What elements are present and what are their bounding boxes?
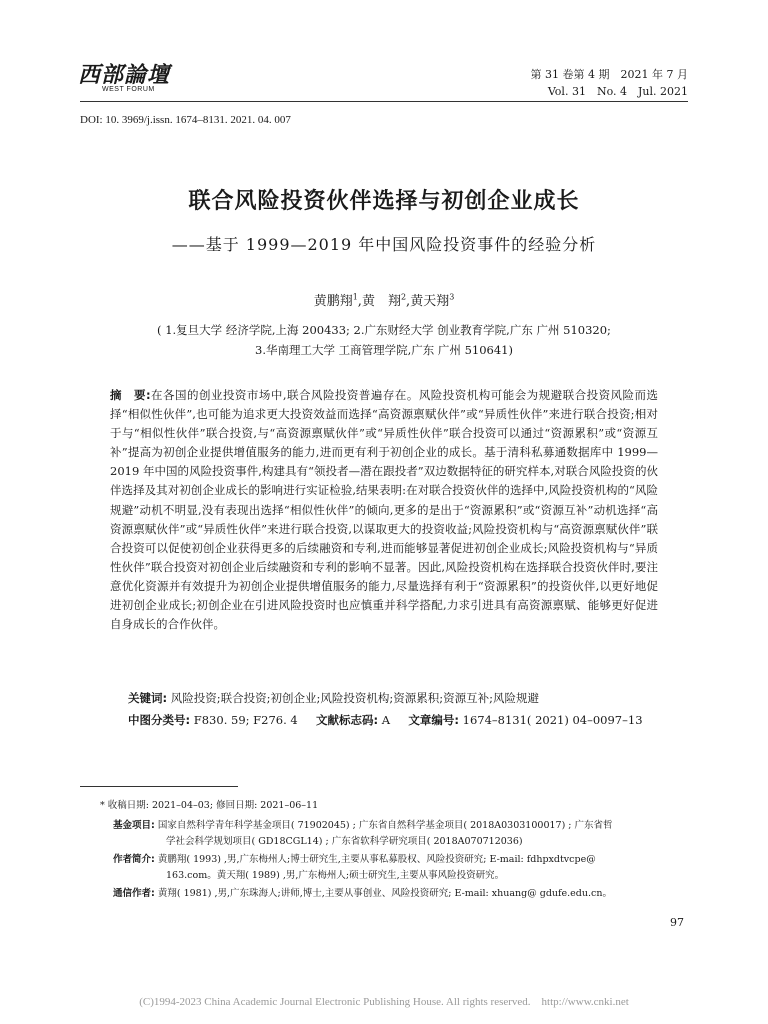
doc-code-label: 文献标志码: [316,713,379,727]
keywords [128,690,668,706]
author-affil-index: 1 [352,292,358,302]
funding-label: 基金项目: [113,820,155,831]
issue-en: Vol. 31 No. 4 Jul. 2021 [547,85,688,98]
author-bio-line: 163.com。黄天翔( 1989) ,男,广东梅州人;硕士研究生,主要从事风险投资研究。 [166,870,505,881]
funding-line: 国家自然科学青年科学基金项目( 71902045) ; 广东省自然科学基金项目( 2018A0303100017) ; 广东省哲 [157,820,613,831]
author-affil-index: 3 [449,292,455,302]
classification-line [128,712,668,728]
logo-subtext: WEST FORUM [102,86,155,93]
clc-label: 中图分类号: [128,713,191,727]
abstract-label: 摘 要: [110,388,151,402]
doc-code-value: A [381,713,391,727]
author-list: 黄鹏翔$^1$,黄 翔$^2$,黄天翔$^3$ [313,292,455,309]
footnote-funding [113,818,688,850]
author-name: 黄 翔 [361,294,401,309]
footnote-dates: * 收稿日期: 2021–04–03; 修回日期: 2021–06–11 [100,800,319,811]
author-affil-index: 2 [400,292,407,302]
journal-logo [78,58,190,98]
article-title: 联合风险投资伙伴选择与初创企业成长 [188,189,580,214]
logo-text: 西部論壇 [78,62,171,88]
abstract-text: 在各国的创业投资市场中,联合风险投资普遍存在。风险投资机构可能会为规避联合投资风险而选择“相似性伙伴”,也可能为追求更大投资效益而选择“高资源禀赋伙伴”或“异质性伙伴”来进行联合投资;相对于与“相似性伙伴”联合投资,与“高资源禀赋伙伴”或“异质性伙伴”联合投资可以通过“资源累积”或“资源互补”提高为初创企业提供增值服务的能力,进而更有利于初创企业的成长。基于清科私募通数据库中 1999—2019 年中国的风险投资事件,构建具有“领投者—潜在跟投者”双边数据特征的研究样本,对联合风险投资的伙伴选择及其对初创企业成长的影响进行实证检验,结果表明:在对联合投资伙伴的选择中,风险投资机构的“风险规避”动机不明显,没有表现出选择“相似性伙伴”的倾向,更多的是出于“资源累积”或“资源互补”动机选择“高资源禀赋伙伴”或“异质性伙伴”来进行联合投资,以谋取更大的投资收益;风险投资机构与“高资源禀赋伙伴”联合投资可以促使初创企业获得更多的后续融资和专利,进而能够显著促进初创企业成长;风险投资机构与“异质性伙伴”联合投资对初创企业后续融资和专利的影响不显著。因此,风险投资机构在选择联合投资伙伴时,要注意优化资源并有效提升为初创企业提供增值服务的能力,尽量选择有利于“资源累积”的投资伙伴,以更好地促进初创企业成长;初创企业在引进风险投资时也应慎重并科学搭配,力求引进具有高资源禀赋、能够更好促进自身成长的合作伙伴。 [110,388,658,632]
page-number: 97 [670,916,684,929]
copyright-notice: (C)1994-2023 China Academic Journal Electronic Publishing House. All rights reserved. http://www.cnki.net [139,996,629,1008]
clc-value: F830. 59; F276. 4 [193,713,298,727]
funding-line: 学社会科学规划项目( GD18CGL14) ; 广东省软科学研究项目( 2018A070712036) [166,836,523,847]
affiliations [100,320,668,360]
corresponding-text: 黄翔( 1981) ,男,广东珠海人;讲师,博士,主要从事创业、风险投资研究; E-mail: xhuang@ gdufe.edu.cn。 [157,888,612,899]
author-name: 黄鹏翔 [313,294,353,309]
article-subtitle: ——基于 1999—2019 年中国风险投资事件的经验分析 [171,235,597,254]
author-bio-line: 黄鹏翔( 1993) ,男,广东梅州人;博士研究生,主要从事私募股权、风险投资研究; E-mail: fdhpxdtvcpe@ [157,854,596,865]
abstract [110,386,658,634]
author-name: 黄天翔 [410,294,450,309]
affiliation-line: 3.华南理工大学 工商管理学院,广东 广州 510641) [255,343,513,357]
issue-cn: 第 31 卷第 4 期 2021 年 7 月 [530,68,688,81]
keywords-label: 关键词: [128,691,168,705]
issue-info [531,66,688,100]
affiliation-line: ( 1.复旦大学 经济学院,上海 200433; 2.广东财经大学 创业教育学院,广东 广州 510320; [157,323,611,337]
corresponding-label: 通信作者: [113,888,155,899]
footnote-divider [80,786,238,787]
doi: DOI: 10. 3969/j.issn. 1674–8131. 2021. 04. 007 [80,114,291,126]
keywords-text: 风险投资;联合投资;初创企业;风险投资机构;资源累积;资源互补;风险规避 [170,691,540,705]
author-bio-label: 作者简介: [113,854,155,865]
footnote-corresponding [113,886,688,902]
header-divider [80,101,688,102]
footnote-author-bio [113,852,688,884]
article-number-label: 文章编号: [408,713,459,727]
article-number-value: 1674–8131( 2021) 04–0097–13 [462,713,643,727]
